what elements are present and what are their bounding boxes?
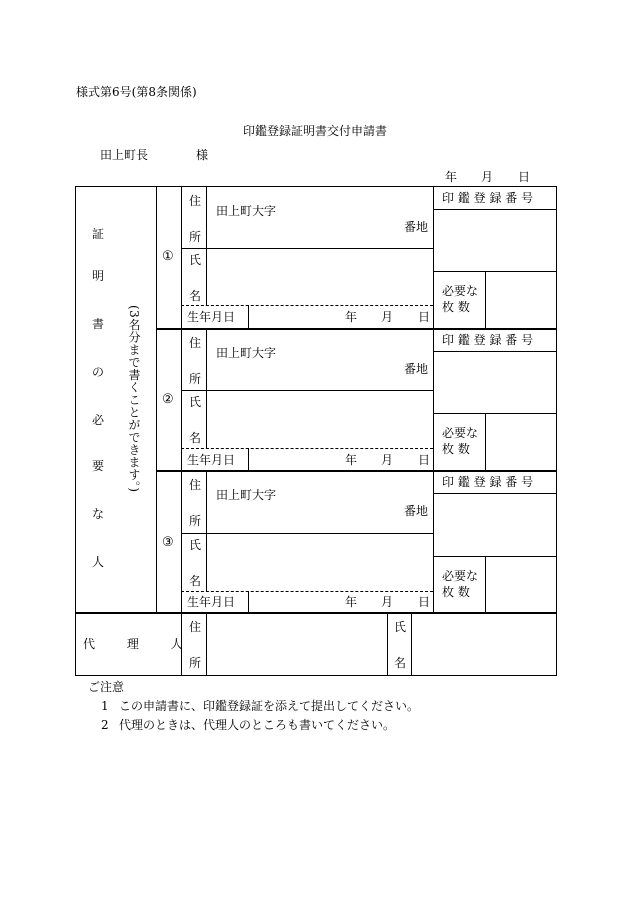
honorific: 様 bbox=[196, 148, 209, 162]
p3-name-label-1: 氏 bbox=[189, 538, 202, 552]
p3-dotted-line bbox=[181, 591, 433, 592]
note-text-1: この申請書に、印鑑登録証を添えて提出してください。 bbox=[119, 699, 420, 713]
left-heading-char: 人 bbox=[91, 555, 104, 569]
agent-name-label-2: 名 bbox=[394, 656, 407, 670]
page-title: 印鑑登録証明書交付申請書 bbox=[243, 124, 388, 138]
p2-banchi: 番地 bbox=[404, 362, 429, 376]
p1-address-label-1: 住 bbox=[189, 194, 202, 208]
p1-banchi: 番地 bbox=[404, 220, 429, 234]
p3-birth-year: 年 bbox=[345, 595, 358, 609]
left-heading-char: 証 bbox=[91, 227, 104, 241]
p2-address-prefix: 田上町大字 bbox=[216, 346, 277, 360]
p1-name-label-1: 氏 bbox=[189, 253, 202, 267]
p1-birth-day: 日 bbox=[418, 310, 431, 324]
p2-name-label-1: 氏 bbox=[189, 395, 202, 409]
p2-address-label-1: 住 bbox=[189, 336, 202, 350]
agent-label: 代 理 人 bbox=[83, 637, 197, 651]
p2-birth-year: 年 bbox=[345, 453, 358, 467]
note-number-2: 2 bbox=[101, 718, 109, 732]
col-line-1 bbox=[156, 186, 157, 613]
p3-name-label-2: 名 bbox=[189, 574, 202, 588]
p1-addr-name-line bbox=[181, 248, 433, 249]
agent-address-label-1: 住 bbox=[189, 620, 202, 634]
p1-birth-divider bbox=[248, 305, 249, 328]
p3-birth-month: 月 bbox=[381, 595, 394, 609]
p1-birth-month: 月 bbox=[381, 310, 394, 324]
p3-copies-line bbox=[433, 556, 557, 557]
note-text-2: 代理のときは、代理人のところも書いてください。 bbox=[119, 718, 396, 732]
left-heading-char: 要 bbox=[91, 459, 104, 473]
col-line-3 bbox=[433, 186, 434, 613]
p3-copies-label-1: 必要な bbox=[442, 569, 479, 583]
p3-seal-line bbox=[433, 493, 557, 494]
left-heading bbox=[88, 228, 108, 576]
p2-birth-month: 月 bbox=[381, 453, 394, 467]
p1-address-prefix: 田上町大字 bbox=[216, 204, 277, 218]
p2-copies-divider bbox=[485, 413, 486, 470]
person-number-3: ③ bbox=[162, 535, 174, 550]
p1-address-label-2: 所 bbox=[189, 230, 202, 244]
p1-seal-line bbox=[433, 209, 557, 210]
row-line-agent bbox=[75, 612, 557, 614]
left-heading-char: 明 bbox=[91, 269, 104, 283]
agent-name-label-1: 氏 bbox=[394, 620, 407, 634]
p3-banchi: 番地 bbox=[404, 504, 429, 518]
p3-addr-name-line bbox=[181, 533, 433, 534]
p3-copies-divider bbox=[485, 556, 486, 612]
date-day-label: 日 bbox=[518, 170, 531, 184]
col-line-2 bbox=[181, 186, 182, 676]
p3-birth-divider bbox=[248, 591, 249, 612]
p2-addr-name-line bbox=[181, 390, 433, 391]
p3-address-label-1: 住 bbox=[189, 478, 202, 492]
p1-copies-line bbox=[433, 271, 557, 272]
p2-dotted-line bbox=[181, 448, 433, 449]
p1-birth-year: 年 bbox=[345, 310, 358, 324]
agent-divider-1 bbox=[387, 613, 388, 676]
p2-copies-label-2: 枚 数 bbox=[442, 442, 470, 456]
col-line-addr bbox=[206, 186, 207, 305]
p1-name-label-2: 名 bbox=[189, 289, 202, 303]
p1-seal-number-label: 印 鑑 登 録 番 号 bbox=[442, 191, 534, 205]
p3-birth-day: 日 bbox=[418, 595, 431, 609]
left-heading-char: の bbox=[91, 365, 104, 379]
p2-seal-number-label: 印 鑑 登 録 番 号 bbox=[442, 333, 534, 347]
person-number-2: ② bbox=[162, 392, 174, 407]
date-month-label: 月 bbox=[481, 170, 494, 184]
person-number-1: ① bbox=[162, 249, 174, 264]
p2-name-label-2: 名 bbox=[189, 431, 202, 445]
notes-heading: ご注意 bbox=[88, 680, 125, 694]
p2-birth-label: 生年月日 bbox=[187, 453, 236, 467]
col-line-addr2 bbox=[206, 329, 207, 448]
agent-divider-2 bbox=[411, 613, 412, 676]
p2-copies-line bbox=[433, 413, 557, 414]
addressee: 田上町長 bbox=[100, 148, 149, 162]
p1-dotted-line bbox=[181, 305, 433, 306]
p1-birth-label: 生年月日 bbox=[187, 310, 236, 324]
p3-copies-label-2: 枚 数 bbox=[442, 585, 470, 599]
p2-address-label-2: 所 bbox=[189, 372, 202, 386]
p3-birth-label: 生年月日 bbox=[187, 595, 236, 609]
left-heading-char: 必 bbox=[91, 413, 104, 427]
p2-birth-divider bbox=[248, 448, 249, 470]
form-number: 様式第6号(第8条関係) bbox=[76, 85, 197, 99]
p3-address-label-2: 所 bbox=[189, 514, 202, 528]
p1-copies-label-2: 枚 数 bbox=[442, 300, 470, 314]
left-heading-char: な bbox=[91, 507, 104, 521]
p2-copies-label-1: 必要な bbox=[442, 426, 479, 440]
agent-address-label-2: 所 bbox=[189, 656, 202, 670]
col-line-agent-addr bbox=[206, 613, 207, 676]
p1-copies-label-1: 必要な bbox=[442, 284, 479, 298]
p3-seal-number-label: 印 鑑 登 録 番 号 bbox=[442, 475, 534, 489]
p2-birth-day: 日 bbox=[418, 453, 431, 467]
note-number-1: 1 bbox=[101, 699, 109, 713]
col-line-addr3 bbox=[206, 472, 207, 591]
p3-address-prefix: 田上町大字 bbox=[216, 488, 277, 502]
vertical-note: (3名分まで書くことができます。) bbox=[127, 305, 141, 493]
row-line-p2 bbox=[156, 470, 557, 472]
date-year-label: 年 bbox=[445, 170, 458, 184]
p2-seal-line bbox=[433, 351, 557, 352]
p1-copies-divider bbox=[485, 271, 486, 328]
left-heading-char: 書 bbox=[91, 317, 104, 331]
row-line-p1 bbox=[156, 328, 557, 330]
